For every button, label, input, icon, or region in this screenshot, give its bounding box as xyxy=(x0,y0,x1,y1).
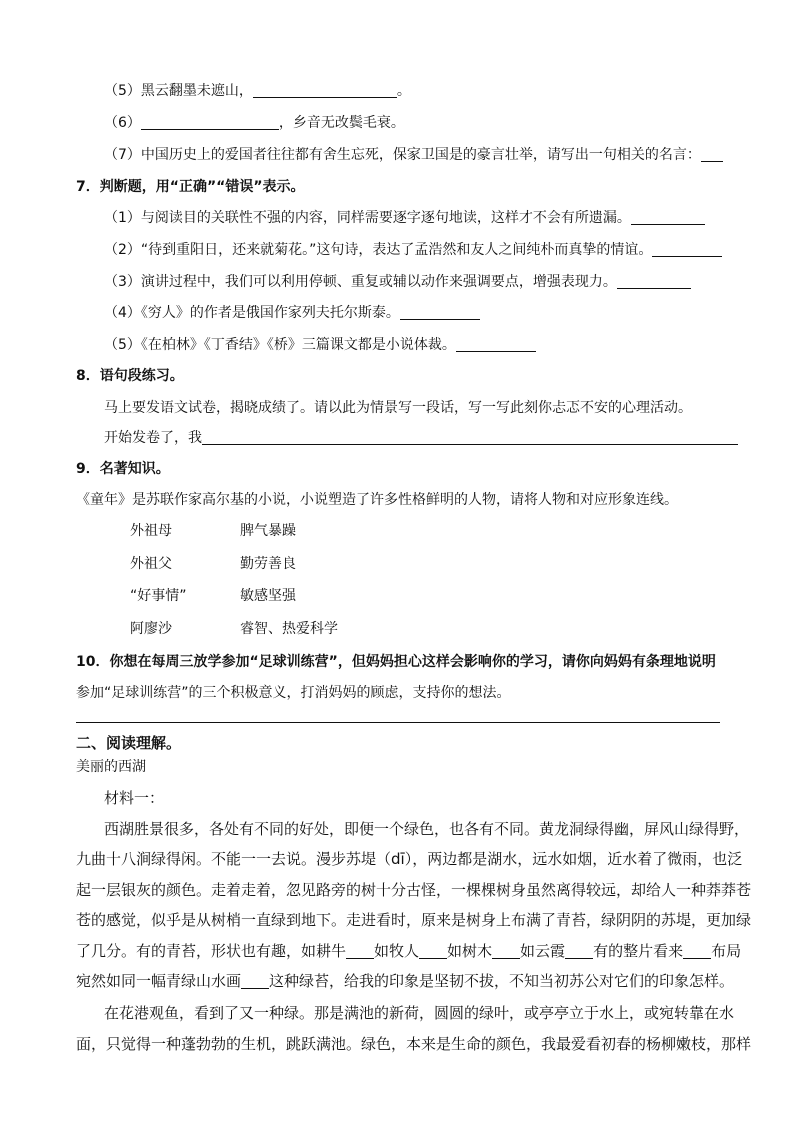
trait-item: 敏感坚强 xyxy=(240,588,296,604)
paragraph-line: 西湖胜景很多，各处有不同的好处，即便一个绿色，也各有不同。黄龙洞绿得幽，屏风山绿得野， xyxy=(104,820,750,838)
q6-item5: （5）黑云翻墨未遮山， 。 xyxy=(104,83,411,99)
q9-prompt: 《童年》是苏联作家高尔基的小说，小说塑造了许多性格鲜明的人物，请将人物和对应形象连线。 xyxy=(76,492,678,508)
q8-title: 8．语句段练习。 xyxy=(76,368,184,384)
q7-item: （4）《穷人》的作者是俄国作家列夫托尔斯泰。 xyxy=(104,303,480,323)
q7-item: （3）演讲过程中，我们可以利用停顿、重复或辅以动作来强调要点，增强表现力。 xyxy=(104,272,691,292)
q10-line1: 10．你想在每周三放学参加“足球训练营”，但妈妈担心这样会影响你的学习，请你向妈妈有条理地说明 xyxy=(76,654,716,670)
q7-title: 7．判断题，用“正确”“错误”表示。 xyxy=(76,179,305,195)
q10-line2: 参加“足球训练营”的三个积极意义，打消妈妈的顾虑，支持你的想法。 xyxy=(76,685,511,701)
punctuation-blank[interactable] xyxy=(346,944,374,959)
answer-line[interactable] xyxy=(76,722,720,723)
person-item: 外祖父 xyxy=(130,556,172,572)
paragraph-line: 了几分。有的青苔，形状也有趣，如耕牛 如牧人 如树木 如云霞 有的整片看来 布局 xyxy=(76,942,742,960)
section-heading: 二、阅读理解。 xyxy=(76,734,182,752)
paragraph-line: 面，只觉得一种蓬勃勃的生机，跳跃满池。绿色，本来是生命的颜色，我最爱看初春的杨柳嫩枝，那样 xyxy=(76,1035,752,1053)
q6-item6: （6） ，乡音无改鬓毛衰。 xyxy=(104,115,405,131)
paragraph-line: 苍的感觉，似乎是从树梢一直绿到地下。走进看时，原来是树身上布满了青苔，绿阴阴的苏堤，更加绿 xyxy=(76,911,752,929)
punctuation-blank[interactable] xyxy=(419,944,447,959)
person-item: 阿廖沙 xyxy=(130,621,172,637)
answer-blank[interactable] xyxy=(617,274,691,289)
answer-blank[interactable] xyxy=(456,337,536,352)
answer-blank[interactable] xyxy=(400,305,480,320)
paragraph-line: 宛然如同一幅青绿山水画 这种绿苔，给我的印象是坚韧不拔，不知当初苏公对它们的印象怎样。 xyxy=(76,972,735,990)
q7-item: （5）《在柏林》《丁香结》《桥》三篇课文都是小说体裁。 xyxy=(104,335,536,355)
punctuation-blank[interactable] xyxy=(565,944,593,959)
paragraph-line: 起一层银灰的颜色。走着走着，忽见路旁的树十分古怪，一棵棵树身虽然离得较远，却给人一种莽莽苍 xyxy=(76,881,752,899)
person-item: “好事情” xyxy=(130,588,187,604)
trait-item: 勤劳善良 xyxy=(240,556,296,572)
q7-item: （1）与阅读目的关联性不强的内容，同样需要逐字逐句地读，这样才不会有所遗漏。 xyxy=(104,208,705,228)
person-item: 外祖母 xyxy=(130,523,172,539)
answer-blank[interactable] xyxy=(631,210,705,225)
punctuation-blank[interactable] xyxy=(683,944,711,959)
q8-start: 开始发卷了，我 xyxy=(104,428,738,448)
paragraph-line: 在花港观鱼，看到了又一种绿。那是满池的新荷，圆圆的绿叶，或亭亭立于水上，或宛转靠在水 xyxy=(104,1004,735,1022)
q9-title: 9．名著知识。 xyxy=(76,461,170,477)
trait-item: 睿智、热爱科学 xyxy=(240,621,338,637)
answer-blank[interactable] xyxy=(141,115,279,130)
punctuation-blank[interactable] xyxy=(492,944,520,959)
answer-blank[interactable] xyxy=(652,242,722,257)
answer-line[interactable] xyxy=(202,430,738,445)
paragraph-line: 九曲十八涧绿得闲。不能一一去说。漫步苏堤（dī），两边都是湖水，远水如烟，近水着了微雨，也泛 xyxy=(76,850,743,868)
passage-title: 美丽的西湖 xyxy=(76,759,146,775)
punctuation-blank[interactable] xyxy=(241,974,269,989)
trait-item: 脾气暴躁 xyxy=(240,523,296,539)
q6-item7: （7）中国历史上的爱国者往往都有舍生忘死，保家卫国是的豪言壮举，请写出一句相关的名言： xyxy=(104,145,723,165)
q8-prompt: 马上要发语文试卷，揭晓成绩了。请以此为情景写一段话，写一写此刻你忐忑不安的心理活动。 xyxy=(104,400,692,416)
material-label: 材料一： xyxy=(104,789,165,807)
answer-blank[interactable] xyxy=(701,147,723,162)
answer-blank[interactable] xyxy=(253,83,397,98)
q7-item: （2）“待到重阳日，还来就菊花。”这句诗，表达了孟浩然和友人之间纯朴而真挚的情谊。 xyxy=(104,240,722,260)
